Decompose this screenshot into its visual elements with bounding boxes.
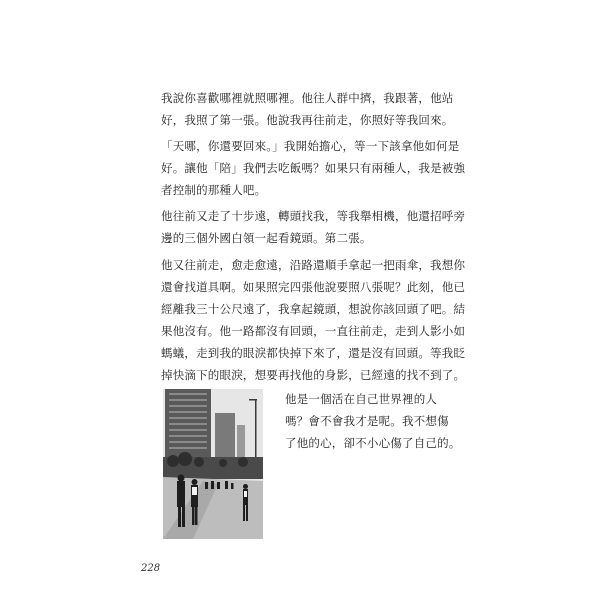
paragraph-2-line: 者控制的那種人吧。 [161, 183, 267, 197]
paragraph-4-line: 果他沒有。他一路都沒有回頭，一直往前走，走到人影小如 [161, 324, 466, 338]
paragraph-1 [161, 87, 454, 131]
paragraph-5-line: 他是一個活在自己世界裡的人 [285, 392, 438, 406]
paragraph-1-line: 我說你喜歡哪裡就照哪裡。他往人群中擠，我跟著，他站 [161, 91, 454, 105]
paragraph-4 [161, 254, 466, 386]
paragraph-5-line: 嗎？會不會我才是呢。我不想傷 [285, 414, 449, 428]
paragraph-3 [161, 205, 466, 249]
paragraph-4-line: 掉快滴下的眼淚，想要再找他的身影，已經遠的找不到了。 [161, 368, 466, 382]
page-number: 228 [141, 563, 161, 574]
paragraph-3-line: 他往前又走了十步遠，轉頭找我，等我舉相機，他還招呼旁 [161, 209, 466, 223]
paragraph-4-line: 還會找道具啊。如果照完四張他說要照八張呢？此刻，他已 [161, 280, 466, 294]
street-photo-illustration [163, 389, 263, 539]
paragraph-2-line: 「天哪，你還要回來。」我開始擔心，等一下該拿他如何是 [161, 139, 460, 153]
paragraph-4-line: 經離我三十公尺遠了，我拿起鏡頭，想說你該回頭了吧。結 [161, 302, 466, 316]
paragraph-5 [285, 388, 461, 454]
paragraph-2-line: 好。讓他「陪」我們去吃飯嗎？如果只有兩種人，我是被強 [161, 161, 466, 175]
paragraph-4-line: 螞蟻，走到我的眼淚都快掉下來了，還是沒有回頭。等我眨 [161, 346, 466, 360]
paragraph-2 [161, 135, 466, 201]
paragraph-4-line: 他又往前走，愈走愈遠，沿路還順手拿起一把雨傘，我想你 [161, 258, 466, 272]
paragraph-5-line: 了他的心，卻不小心傷了自己的。 [285, 436, 461, 450]
street-photo [163, 389, 263, 539]
paragraph-1-line: 好，我照了第一張。他說我再往前走，你照好等我回來。 [161, 113, 454, 127]
paragraph-3-line: 邊的三個外國白領一起看鏡頭。第二張。 [161, 231, 372, 245]
